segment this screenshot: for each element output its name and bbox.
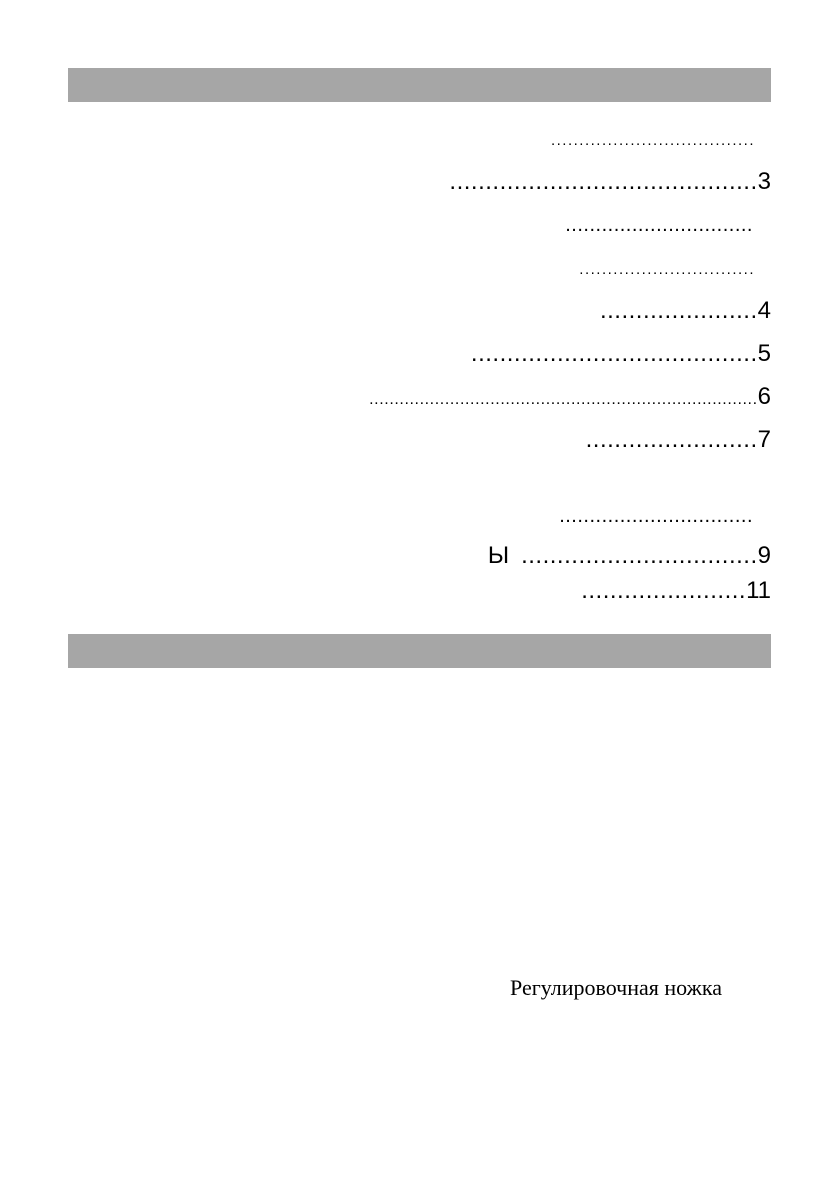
toc-entry (565, 215, 753, 235)
toc-entry (488, 544, 771, 568)
toc-leaders: ................................ (559, 505, 753, 527)
toc-leaders: ............................................................................. (369, 391, 758, 408)
toc-leaders: ........................................ (470, 340, 758, 367)
figure-caption: Регулировочная ножка (510, 975, 722, 1000)
toc-page-number: 4 (757, 297, 771, 324)
toc-entry (586, 428, 771, 452)
toc-entry (600, 299, 771, 323)
toc-entry (551, 133, 755, 148)
toc-leaders: ...................... (599, 297, 758, 324)
toc-page-number: 7 (757, 426, 771, 453)
toc-page-number: 11 (746, 577, 771, 604)
toc-leaders: ........................ (585, 426, 758, 453)
toc-entry (449, 170, 771, 194)
toc-entry (369, 385, 771, 409)
toc-leaders: ....................... (581, 577, 747, 604)
section-header-bar (68, 634, 771, 668)
toc-leaders: ............................... (565, 214, 753, 236)
toc-page-number: 5 (757, 340, 771, 367)
toc-header-bar (68, 68, 771, 102)
toc-leaders: ................................. (521, 542, 758, 569)
toc-page-number: 3 (757, 168, 771, 195)
toc-page-number: 6 (757, 383, 771, 410)
toc-leaders: ........................................... (449, 168, 758, 195)
toc-entry (471, 342, 771, 366)
toc-entry (581, 579, 771, 603)
toc-leaders: .................................... (550, 132, 755, 149)
toc-entry (559, 506, 753, 526)
toc-label: Ы (487, 542, 510, 569)
toc-entry (579, 262, 755, 277)
toc-leaders: ............................... (579, 261, 755, 278)
toc-page-number: 9 (757, 542, 771, 569)
